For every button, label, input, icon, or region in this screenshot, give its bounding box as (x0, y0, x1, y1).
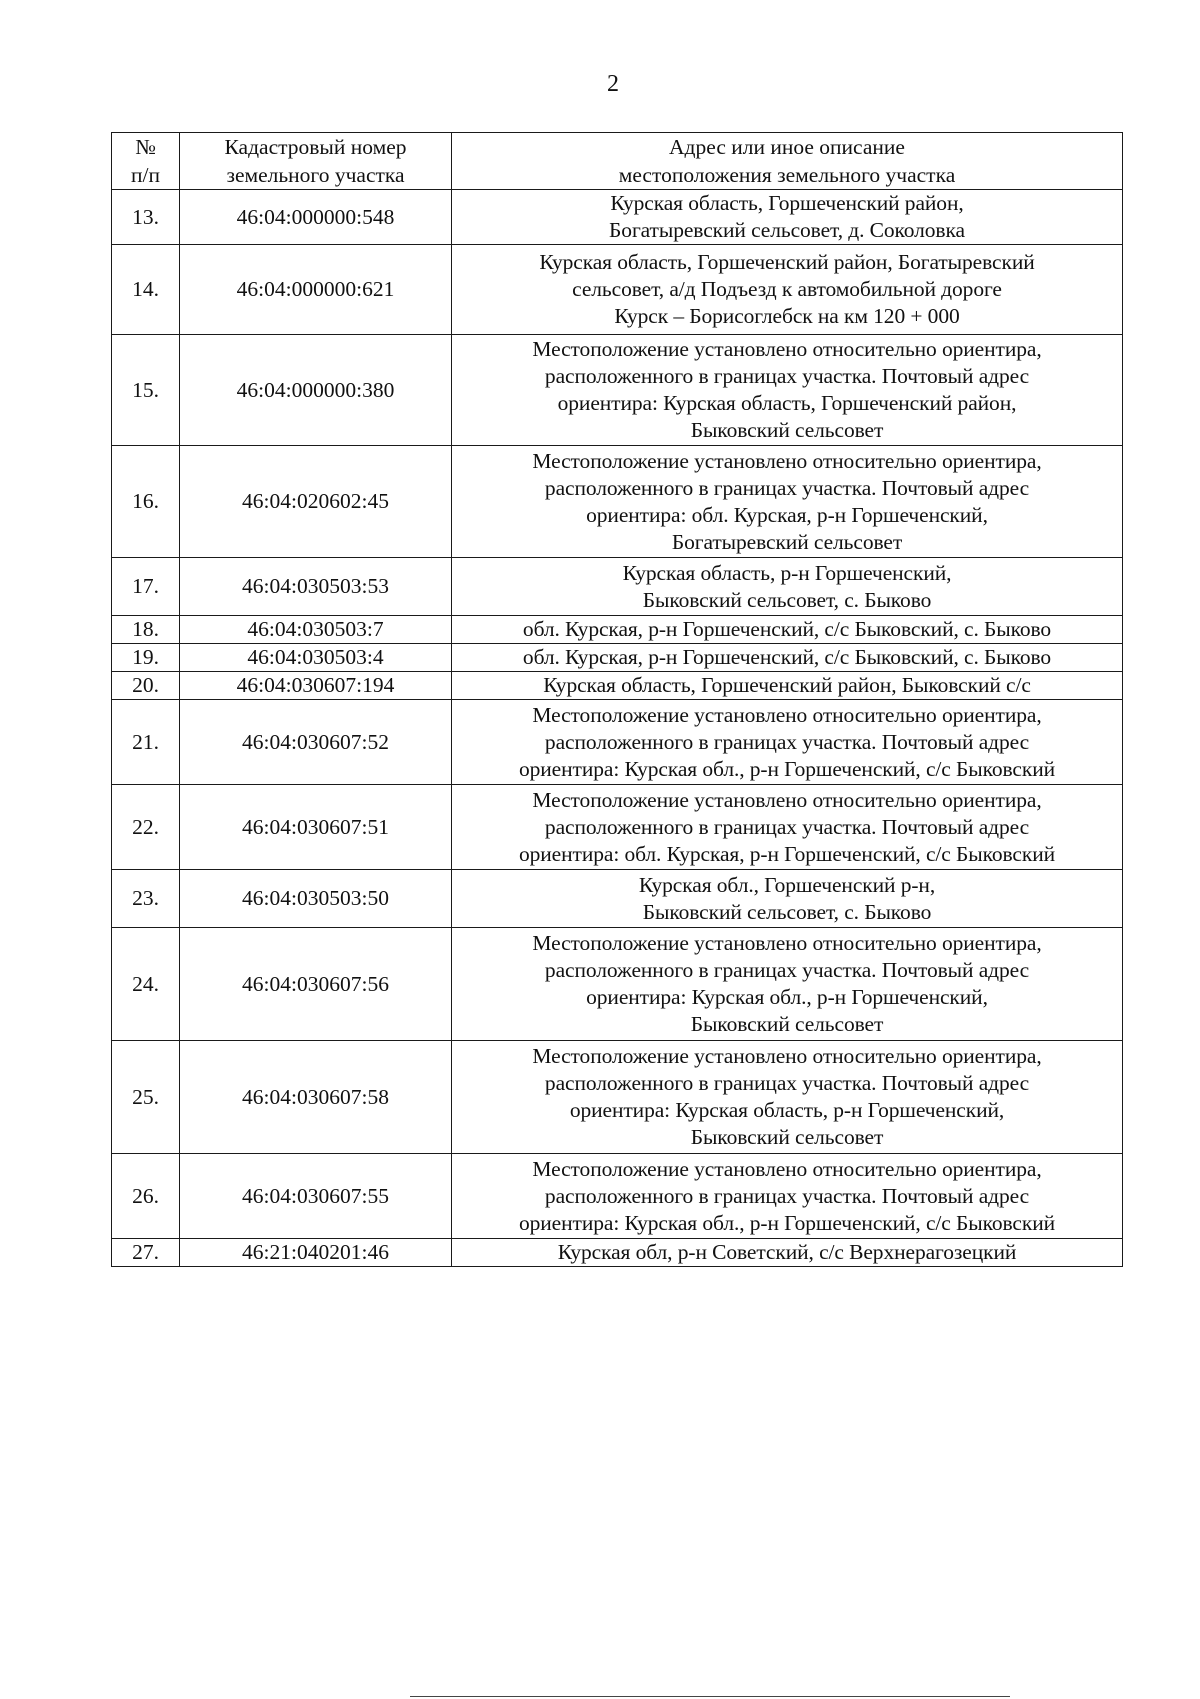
table-row (112, 785, 1123, 870)
row-number: 15. (112, 335, 180, 446)
row-number: 19. (112, 644, 180, 672)
row-number: 21. (112, 700, 180, 785)
table-row (112, 1041, 1123, 1154)
table-row (112, 335, 1123, 446)
row-number: 20. (112, 672, 180, 700)
row-number: 23. (112, 870, 180, 928)
row-number: 26. (112, 1154, 180, 1239)
row-number: 27. (112, 1239, 180, 1267)
row-number: 22. (112, 785, 180, 870)
header-number: № п/п (112, 133, 180, 190)
row-address: Курская обл, р-н Советский, с/с Верхнерагозецкий (452, 1239, 1123, 1267)
table-row (112, 672, 1123, 700)
table-row (112, 870, 1123, 928)
row-cadastral-number: 46:04:030503:53 (180, 558, 452, 616)
table-row (112, 245, 1123, 335)
row-cadastral-number: 46:21:040201:46 (180, 1239, 452, 1267)
row-cadastral-number: 46:04:000000:621 (180, 245, 452, 335)
land-plot-table (111, 132, 1123, 1267)
row-cadastral-number: 46:04:030607:52 (180, 700, 452, 785)
table-row (112, 644, 1123, 672)
row-number: 14. (112, 245, 180, 335)
row-address: Курская область, р-н Горшеченский, Быковский сельсовет, с. Быково (452, 558, 1123, 616)
row-number: 24. (112, 928, 180, 1041)
page-number: 2 (607, 71, 619, 97)
table-row (112, 190, 1123, 245)
row-cadastral-number: 46:04:000000:380 (180, 335, 452, 446)
row-number: 13. (112, 190, 180, 245)
row-cadastral-number: 46:04:000000:548 (180, 190, 452, 245)
row-cadastral-number: 46:04:030503:7 (180, 616, 452, 644)
row-address: Местоположение установлено относительно ориентира, расположенного в границах участка. Почтовый адрес ориентира: обл. Курская, р-н Горшеченский, с/с Быковский (452, 785, 1123, 870)
table-row (112, 700, 1123, 785)
table-row (112, 616, 1123, 644)
row-cadastral-number: 46:04:030607:56 (180, 928, 452, 1041)
row-address: Местоположение установлено относительно ориентира, расположенного в границах участка. Почтовый адрес ориентира: Курская область, р-н Горшеченский, Быковский сельсовет (452, 1041, 1123, 1154)
header-cadastral-number: Кадастровый номер земельного участка (180, 133, 452, 190)
row-cadastral-number: 46:04:030607:194 (180, 672, 452, 700)
row-address: Курская обл., Горшеченский р-н, Быковский сельсовет, с. Быково (452, 870, 1123, 928)
row-address: Местоположение установлено относительно ориентира, расположенного в границах участка. Почтовый адрес ориентира: Курская обл., р-н Горшеченский, с/с Быковский (452, 1154, 1123, 1239)
row-cadastral-number: 46:04:030503:4 (180, 644, 452, 672)
header-address: Адрес или иное описание местоположения земельного участка (452, 133, 1123, 190)
row-address: Курская область, Горшеченский район, Богатыревский сельсовет, д. Соколовка (452, 190, 1123, 245)
row-number: 17. (112, 558, 180, 616)
row-address: обл. Курская, р-н Горшеченский, с/с Быковский, с. Быково (452, 616, 1123, 644)
row-address: Местоположение установлено относительно ориентира, расположенного в границах участка. Почтовый адрес ориентира: Курская обл., р-н Горшеченский, с/с Быковский (452, 700, 1123, 785)
row-address: Местоположение установлено относительно ориентира, расположенного в границах участка. Почтовый адрес ориентира: Курская обл., р-н Горшеченский, Быковский сельсовет (452, 928, 1123, 1041)
row-address: обл. Курская, р-н Горшеченский, с/с Быковский, с. Быково (452, 644, 1123, 672)
row-number: 16. (112, 446, 180, 558)
row-number: 25. (112, 1041, 180, 1154)
row-address: Местоположение установлено относительно ориентира, расположенного в границах участка. Почтовый адрес ориентира: Курская область, Горшеченский район, Быковский сельсовет (452, 335, 1123, 446)
row-cadastral-number: 46:04:030607:55 (180, 1154, 452, 1239)
row-cadastral-number: 46:04:030607:58 (180, 1041, 452, 1154)
table-row (112, 558, 1123, 616)
row-number: 18. (112, 616, 180, 644)
row-cadastral-number: 46:04:020602:45 (180, 446, 452, 558)
row-cadastral-number: 46:04:030503:50 (180, 870, 452, 928)
table-row (112, 446, 1123, 558)
bottom-edge-line (410, 1696, 1010, 1697)
row-cadastral-number: 46:04:030607:51 (180, 785, 452, 870)
table-header-row (112, 133, 1123, 190)
row-address: Местоположение установлено относительно ориентира, расположенного в границах участка. Почтовый адрес ориентира: обл. Курская, р-н Горшеченский, Богатыревский сельсовет (452, 446, 1123, 558)
table-row (112, 1154, 1123, 1239)
table-row (112, 928, 1123, 1041)
row-address: Курская область, Горшеченский район, Быковский с/с (452, 672, 1123, 700)
table-row (112, 1239, 1123, 1267)
row-address: Курская область, Горшеченский район, Богатыревский сельсовет, а/д Подъезд к автомобильной дороге Курск – Борисоглебск на км 120 + 000 (452, 245, 1123, 335)
